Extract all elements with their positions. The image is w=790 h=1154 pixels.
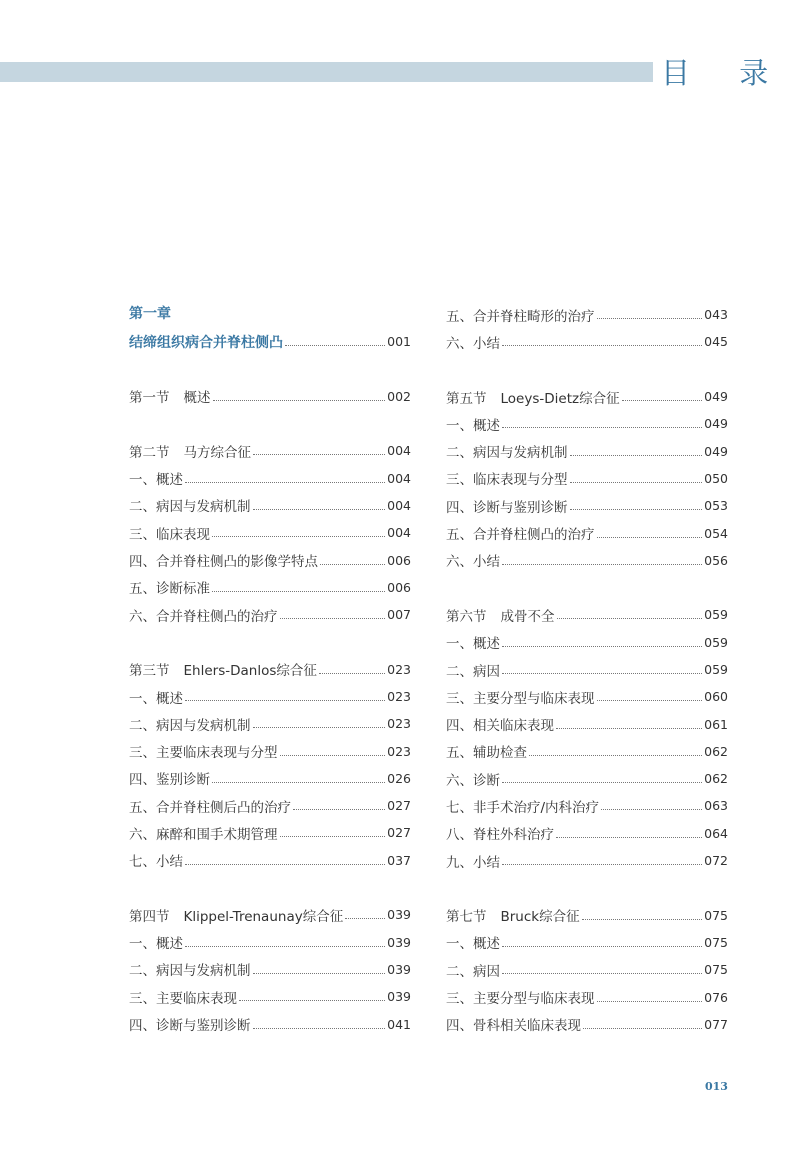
section-spacer	[129, 628, 411, 655]
right-sections	[446, 356, 728, 1038]
dot-leader	[529, 755, 702, 756]
page-ref: 026	[387, 770, 411, 786]
dot-leader	[502, 673, 702, 674]
toc-item-entry[interactable]	[129, 792, 411, 819]
header-band	[0, 62, 653, 82]
entry-title: 二、病因与发病机制	[129, 499, 251, 516]
toc-item-entry[interactable]	[129, 956, 411, 983]
toc-left-column	[129, 301, 411, 1038]
toc-item-entry[interactable]	[129, 819, 411, 846]
entry-title: 三、主要分型与临床表现	[446, 690, 595, 707]
dot-leader	[502, 864, 702, 865]
entry-title: 五、辅助检查	[446, 745, 527, 762]
section-title	[446, 905, 580, 925]
dot-leader	[601, 809, 702, 810]
entry-title: 四、诊断与鉴别诊断	[446, 499, 568, 516]
continued-items	[446, 301, 728, 356]
dot-leader	[570, 482, 703, 483]
entry-title: 四、诊断与鉴别诊断	[129, 1018, 251, 1035]
entry-title: 四、相关临床表现	[446, 718, 554, 735]
dot-leader	[597, 537, 703, 538]
entry-title: 六、诊断	[446, 772, 500, 789]
page-ref: 039	[387, 907, 411, 923]
dot-leader	[556, 728, 702, 729]
entry-title: 一、概述	[129, 936, 183, 953]
toc-item-entry[interactable]	[446, 738, 728, 765]
toc-item-entry[interactable]	[446, 710, 728, 737]
toc-item-entry[interactable]	[129, 574, 411, 601]
page-ref: 004	[387, 525, 411, 541]
toc-item-entry[interactable]	[446, 820, 728, 847]
toc-item-entry[interactable]	[129, 546, 411, 573]
toc-item-entry[interactable]	[446, 847, 728, 874]
toc-right-column	[446, 301, 728, 1038]
dot-leader	[502, 946, 702, 947]
entry-title: 三、主要分型与临床表现	[446, 991, 595, 1008]
entry-title: 四、合并脊柱侧凸的影像学特点	[129, 554, 318, 571]
dot-leader	[502, 973, 702, 974]
section-title	[129, 659, 317, 679]
page-ref: 050	[704, 470, 728, 486]
toc-item-entry[interactable]	[446, 519, 728, 546]
page-ref: 037	[387, 852, 411, 868]
section-spacer	[446, 356, 728, 383]
toc-item-entry[interactable]	[129, 601, 411, 628]
toc-item-entry[interactable]	[129, 1010, 411, 1037]
page-ref: 045	[704, 334, 728, 350]
dot-leader	[253, 727, 386, 728]
dot-leader	[285, 345, 385, 346]
toc-section-entry[interactable]	[446, 902, 728, 929]
section-label: 第七节	[446, 909, 487, 926]
entry-title: 五、合并脊柱侧凸的治疗	[446, 527, 595, 544]
section-label: 第三节	[129, 663, 170, 680]
section-spacer	[129, 355, 411, 382]
toc-item-entry[interactable]	[129, 765, 411, 792]
entry-title: 二、病因与发病机制	[129, 963, 251, 980]
toc-item-entry[interactable]	[129, 464, 411, 491]
toc-item-entry[interactable]	[446, 929, 728, 956]
toc-item-entry[interactable]	[446, 683, 728, 710]
chapter-label: 第一章	[129, 306, 171, 322]
dot-leader	[212, 591, 385, 592]
page-ref: 041	[387, 1016, 411, 1032]
toc-item-entry[interactable]	[446, 765, 728, 792]
page-ref: 004	[387, 470, 411, 486]
toc-item-entry[interactable]	[446, 983, 728, 1010]
left-sections	[129, 355, 411, 1037]
dot-leader	[502, 345, 702, 346]
dot-leader	[185, 946, 385, 947]
section-name: 马方综合征	[183, 444, 251, 461]
dot-leader	[570, 455, 703, 456]
dot-leader	[253, 509, 386, 510]
entry-title: 一、概述	[129, 690, 183, 707]
page-ref: 049	[704, 443, 728, 459]
page-ref: 039	[387, 961, 411, 977]
entry-title: 三、临床表现	[129, 526, 210, 543]
page-ref: 039	[387, 934, 411, 950]
toc-item-entry[interactable]	[446, 547, 728, 574]
dot-leader	[185, 864, 385, 865]
page-ref: 075	[704, 907, 728, 923]
dot-leader	[582, 919, 703, 920]
dot-leader	[345, 918, 385, 919]
toc-section-entry[interactable]	[446, 601, 728, 628]
entry-title: 六、小结	[446, 554, 500, 571]
entry-title: 四、鉴别诊断	[129, 772, 210, 789]
section-name: 成骨不全	[500, 608, 555, 625]
section-spacer	[446, 874, 728, 901]
toc-item-entry[interactable]	[446, 437, 728, 464]
dot-leader	[597, 318, 703, 319]
toc-item-entry[interactable]	[446, 492, 728, 519]
toc-chapter-entry[interactable]	[129, 328, 411, 355]
entry-title: 七、小结	[129, 854, 183, 871]
entry-title: 二、病因与发病机制	[129, 717, 251, 734]
page-ref: 004	[387, 497, 411, 513]
dot-leader	[557, 618, 703, 619]
page-ref: 023	[387, 661, 411, 677]
section-spacer	[129, 874, 411, 901]
page-ref: 023	[387, 689, 411, 704]
entry-title: 一、概述	[446, 417, 500, 434]
entry-title: 二、病因	[446, 963, 500, 980]
dot-leader	[239, 1000, 385, 1001]
toc-item-entry[interactable]	[129, 929, 411, 956]
toc-section-entry[interactable]	[129, 383, 411, 410]
page-ref: 062	[704, 743, 728, 759]
page-ref: 059	[704, 662, 728, 677]
entry-title: 五、合并脊柱畸形的治疗	[446, 308, 595, 325]
dot-leader	[213, 400, 386, 401]
section-label: 第五节	[446, 390, 487, 407]
toc-item-entry[interactable]	[129, 710, 411, 737]
toc-item-entry[interactable]	[129, 737, 411, 764]
entry-title: 九、小结	[446, 854, 500, 871]
dot-leader	[502, 646, 702, 647]
dot-leader	[253, 1028, 386, 1029]
page-ref: 063	[704, 798, 728, 814]
entry-title: 七、非手术治疗/内科治疗	[446, 799, 600, 816]
section-name: Bruck综合征	[500, 909, 580, 926]
section-title	[446, 605, 555, 625]
page-title: 目 录	[661, 56, 789, 90]
dot-leader	[185, 700, 385, 701]
page-ref: 002	[387, 388, 411, 404]
section-label: 第六节	[446, 608, 487, 625]
toc-item-entry[interactable]	[129, 492, 411, 519]
entry-title: 六、小结	[446, 335, 500, 352]
page-ref: 043	[704, 307, 728, 323]
section-label: 第二节	[129, 444, 170, 461]
page-ref: 059	[704, 607, 728, 623]
toc-item-entry[interactable]	[446, 629, 728, 656]
dot-leader	[622, 400, 703, 401]
dot-leader	[556, 837, 702, 838]
page-ref: 075	[704, 934, 728, 950]
page-ref: 049	[704, 416, 728, 432]
dot-leader	[280, 755, 386, 756]
section-name: 概述	[183, 390, 211, 407]
section-title	[129, 386, 211, 406]
page-ref: 027	[387, 798, 411, 814]
entry-title: 二、病因与发病机制	[446, 445, 568, 462]
page-ref: 056	[704, 552, 728, 568]
dot-leader	[597, 700, 703, 701]
page-ref: 023	[387, 743, 411, 759]
dot-leader	[502, 782, 702, 783]
toc-item-entry[interactable]	[129, 983, 411, 1010]
dot-leader	[320, 564, 385, 565]
dot-leader	[253, 973, 386, 974]
page-ref: 049	[704, 389, 728, 405]
page-ref: 023	[387, 716, 411, 732]
section-title	[129, 905, 343, 925]
page-ref: 006	[387, 552, 411, 568]
page-ref: 004	[387, 443, 411, 459]
page-ref: 059	[704, 634, 728, 650]
toc-item-entry[interactable]	[446, 792, 728, 819]
dot-leader	[212, 782, 385, 783]
page-ref: 060	[704, 689, 728, 705]
dot-leader	[185, 482, 385, 483]
section-name: Ehlers-Danlos综合征	[183, 663, 317, 680]
page-ref: 053	[704, 498, 728, 514]
page-ref: 076	[704, 989, 728, 1005]
page-ref: 062	[704, 771, 728, 787]
dot-leader	[502, 427, 702, 428]
page-ref: 061	[704, 716, 728, 732]
entry-title: 一、概述	[446, 936, 500, 953]
section-label: 第四节	[129, 908, 170, 925]
section-name: Klippel-Trenaunay综合征	[183, 908, 344, 925]
toc-item-entry[interactable]	[446, 301, 728, 328]
dot-leader	[253, 454, 385, 455]
section-name: Loeys-Dietz综合征	[500, 390, 620, 407]
toc-item-entry[interactable]	[129, 519, 411, 546]
page-ref: 039	[387, 989, 411, 1005]
entry-title: 六、合并脊柱侧凸的治疗	[129, 608, 278, 625]
toc-item-entry[interactable]	[446, 410, 728, 437]
toc-section-entry[interactable]	[129, 437, 411, 464]
dot-leader	[293, 809, 385, 810]
section-title	[129, 441, 251, 461]
entry-title: 一、概述	[446, 636, 500, 653]
chapter-title: 结缔组织病合并脊柱侧凸	[129, 334, 283, 351]
section-title	[446, 387, 620, 407]
toc-item-entry[interactable]	[129, 683, 411, 710]
toc-item-entry[interactable]	[446, 956, 728, 983]
entry-title: 六、麻醉和围手术期管理	[129, 826, 278, 843]
page-ref: 001	[387, 334, 411, 350]
toc-item-entry[interactable]	[446, 465, 728, 492]
section-spacer	[446, 574, 728, 601]
toc-section-entry[interactable]	[129, 656, 411, 683]
entry-title: 四、骨科相关临床表现	[446, 1018, 581, 1035]
entry-title: 八、脊柱外科治疗	[446, 827, 554, 844]
section-spacer	[129, 410, 411, 437]
dot-leader	[212, 536, 385, 537]
dot-leader	[280, 836, 386, 837]
entry-title: 一、概述	[129, 472, 183, 489]
dot-leader	[597, 1001, 703, 1002]
dot-leader	[280, 618, 386, 619]
page-ref: 077	[704, 1016, 728, 1032]
entry-title: 三、主要临床表现与分型	[129, 745, 278, 762]
page-ref: 072	[704, 853, 728, 869]
toc-item-entry[interactable]	[446, 1011, 728, 1038]
dot-leader	[319, 673, 385, 674]
page-ref: 064	[704, 825, 728, 841]
entry-title: 五、诊断标准	[129, 581, 210, 598]
toc-item-entry[interactable]	[129, 847, 411, 874]
dot-leader	[583, 1028, 702, 1029]
page-ref: 027	[387, 825, 411, 841]
entry-title: 五、合并脊柱侧后凸的治疗	[129, 799, 291, 816]
page-ref: 075	[704, 962, 728, 978]
section-label: 第一节	[129, 390, 170, 407]
page-ref: 007	[387, 607, 411, 623]
toc-section-entry[interactable]	[446, 383, 728, 410]
page-ref: 054	[704, 525, 728, 541]
page-ref: 006	[387, 579, 411, 595]
dot-leader	[502, 564, 702, 565]
toc-item-entry[interactable]	[446, 656, 728, 683]
entry-title: 二、病因	[446, 663, 500, 680]
dot-leader	[570, 509, 703, 510]
page-number: 013	[705, 1080, 728, 1093]
entry-title: 三、临床表现与分型	[446, 472, 568, 489]
toc-section-entry[interactable]	[129, 901, 411, 928]
toc-item-entry[interactable]	[446, 328, 728, 355]
entry-title: 三、主要临床表现	[129, 990, 237, 1007]
